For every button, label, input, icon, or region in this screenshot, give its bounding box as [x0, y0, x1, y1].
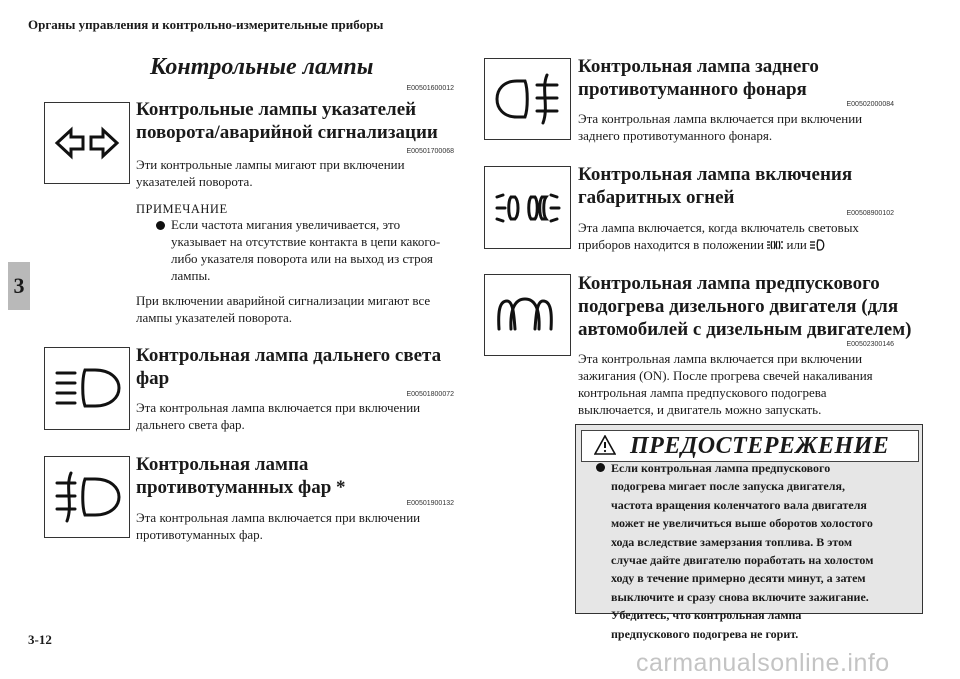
front-fog-code: E00501900132	[406, 500, 454, 507]
warning-line: предпускового подогрева не горит.	[611, 626, 799, 641]
note-label: ПРИМЕЧАНИЕ	[136, 202, 228, 216]
glow-title-line2: подогрева дизельного двигателя (для	[578, 296, 899, 317]
chapter-tab	[8, 262, 30, 310]
glow-title-line1: Контрольная лампа предпускового	[578, 273, 880, 294]
warning-body	[596, 459, 906, 643]
rear-fog-title-line2: противотуманного фонаря	[578, 79, 807, 100]
high-beam-text-line2: дальнего света фар.	[136, 417, 245, 432]
position-text-line2b: или	[786, 237, 807, 252]
glow-text-line4: выключается, и двигатель можно запускать.	[578, 402, 822, 417]
high-beam-code: E00501800072	[406, 391, 454, 398]
warning-line: Если контрольная лампа предпускового	[611, 461, 831, 475]
glow-text-line2: зажигания (ON). После прогрева свечей накаливания	[578, 368, 873, 383]
warning-line: случае дайте двигателю поработать на холостом	[611, 553, 874, 568]
high-beam-title-line2: фар	[136, 368, 170, 389]
warning-triangle-icon	[594, 435, 616, 455]
turn-code: E00501700068	[406, 148, 454, 155]
rear-fog-lamp-icon	[485, 59, 570, 139]
warning-box	[575, 424, 923, 641]
warning-header	[581, 430, 919, 462]
turn-text-line1: Эти контрольные лампы мигают при включении	[136, 157, 405, 172]
rear-fog-icon-box	[484, 58, 571, 140]
position-title-line2: габаритных огней	[578, 187, 735, 208]
position-lamp-icon	[485, 167, 570, 248]
note-line3: либо указателя поворота или на выход из строя	[171, 251, 433, 266]
glow-code: E00502300146	[846, 341, 894, 348]
high-beam-icon	[45, 348, 129, 429]
warning-line: выключите и сразу снова включите зажигание.	[611, 589, 869, 604]
glow-text-line1: Эта контрольная лампа включается при включении	[578, 351, 863, 366]
note-line4: лампы.	[171, 268, 211, 283]
hazard-line2: лампы указателей поворота.	[136, 310, 292, 325]
glow-plug-icon-box	[484, 274, 571, 356]
turn-title-line1: Контрольные лампы указателей	[136, 99, 417, 120]
section-title: Контрольные лампы	[150, 54, 374, 80]
warning-line: ходу в течение примерно десяти минут, а затем	[611, 571, 866, 586]
small-position-lamp-icon	[767, 239, 783, 251]
front-fog-title-line1: Контрольная лампа	[136, 454, 309, 475]
front-fog-title-line2: противотуманных фар *	[136, 477, 346, 498]
warning-line: частота вращения коленчатого вала двигателя	[611, 497, 867, 512]
turn-title-line2: поворота/аварийной сигнализации	[136, 122, 438, 143]
rear-fog-code: E00502000084	[846, 101, 894, 108]
high-beam-icon-box	[44, 347, 130, 430]
position-text-line2a: приборов находится в положении	[578, 237, 764, 252]
glow-text-line3: контрольная лампа предпускового подогрева	[578, 385, 827, 400]
warning-title: ПРЕДОСТЕРЕЖЕНИЕ	[630, 433, 890, 459]
front-fog-icon-box	[44, 456, 130, 538]
rear-fog-text-line2: заднего противотуманного фонаря.	[578, 128, 773, 143]
position-title-line1: Контрольная лампа включения	[578, 164, 853, 185]
glow-plug-icon	[485, 275, 570, 355]
warning-line: подогрева мигает после запуска двигателя,	[611, 479, 845, 494]
warning-line: Убедитесь, что контрольная лампа	[611, 608, 802, 623]
chapter-number: 3	[13, 273, 25, 298]
position-code: E00508900102	[846, 210, 894, 217]
position-text-line2	[578, 236, 826, 253]
warning-line: может не увеличиться выше оборотов холостого	[611, 516, 873, 531]
front-fog-lamp-icon	[45, 457, 129, 537]
turn-text-line2: указателей поворота.	[136, 174, 253, 189]
turn-signal-arrows-icon	[45, 103, 129, 183]
high-beam-title-line1: Контрольная лампа дальнего света	[136, 345, 442, 366]
small-headlamp-icon	[810, 239, 826, 251]
note-line2: указывает на отсутствие контакта в цепи какого-	[171, 234, 441, 249]
position-lamp-icon-box	[484, 166, 571, 249]
note-bullet	[156, 221, 165, 230]
rear-fog-title-line1: Контрольная лампа заднего	[578, 56, 819, 77]
note-line1: Если частота мигания увеличивается, это	[171, 217, 401, 232]
high-beam-text-line1: Эта контрольная лампа включается при включении	[136, 400, 421, 415]
hazard-line1: При включении аварийной сигнализации мигают все	[136, 293, 431, 308]
running-header: Органы управления и контрольно-измерительные приборы	[28, 17, 384, 32]
position-text-line1: Эта лампа включается, когда включатель световых	[578, 220, 859, 235]
warning-bullet	[596, 463, 605, 472]
glow-title-line3: автомобилей с дизельным двигателем)	[578, 319, 912, 340]
section-code: E00501600012	[406, 85, 454, 92]
page-number: 3-12	[28, 632, 52, 647]
rear-fog-text-line1: Эта контрольная лампа включается при включении	[578, 111, 863, 126]
front-fog-text-line1: Эта контрольная лампа включается при включении	[136, 510, 421, 525]
warning-line: хода вследствие замерзания топлива. В этом	[611, 534, 853, 549]
front-fog-text-line2: противотуманных фар.	[136, 527, 263, 542]
turn-signal-icon-box	[44, 102, 130, 184]
watermark: carmanualsonline.info	[636, 649, 890, 677]
